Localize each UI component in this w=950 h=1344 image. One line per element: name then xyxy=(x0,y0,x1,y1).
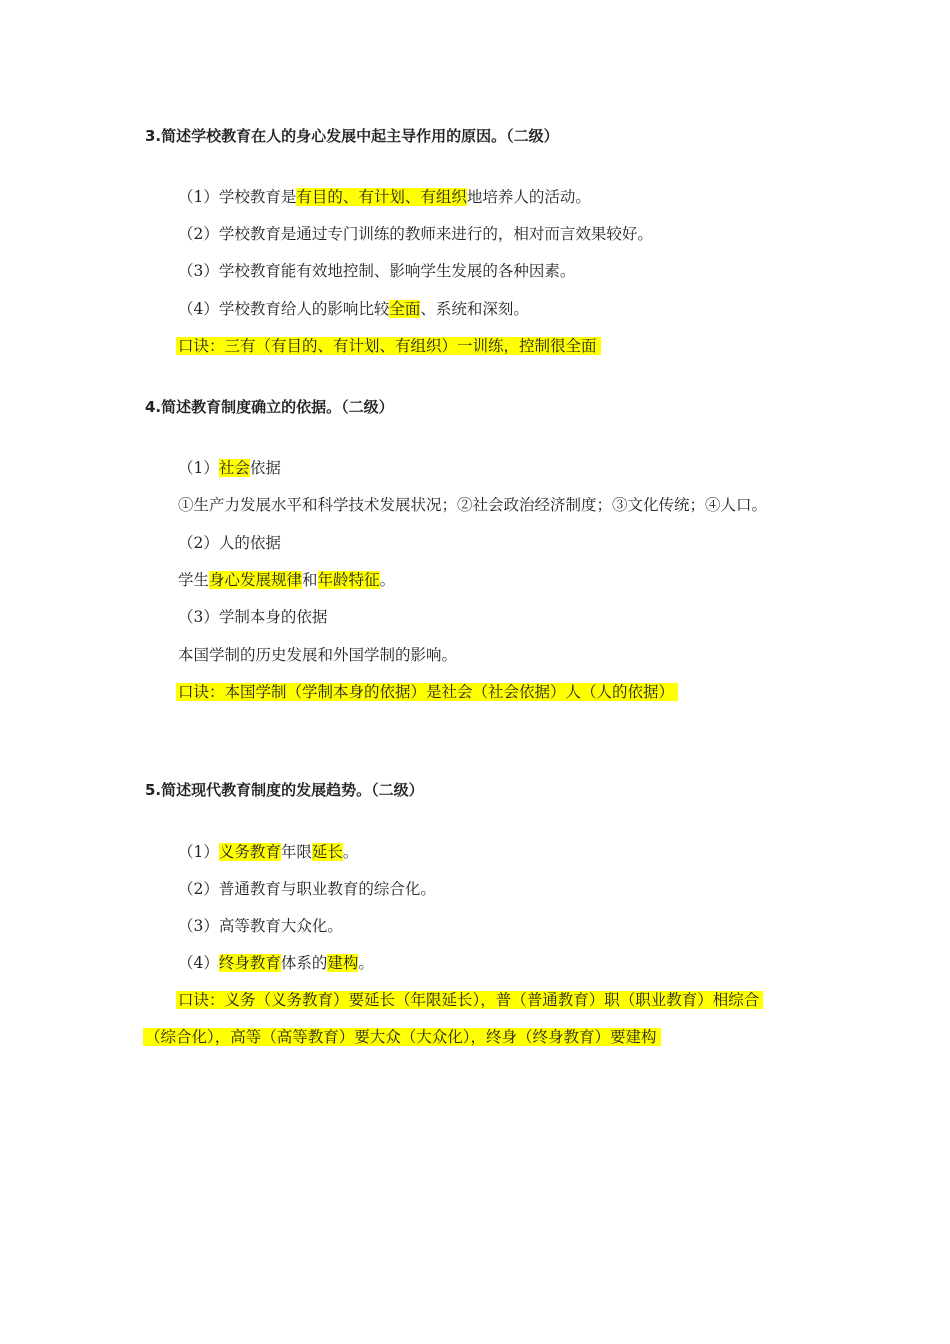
q4-highlight-age: 年龄特征 xyxy=(317,571,380,589)
q5-point-3: （3）高等教育大众化。 xyxy=(178,917,343,935)
q4-point-2-detail: 学生身心发展规律和年龄特征。 xyxy=(178,571,396,589)
q5-mnemonic-line-2: （综合化），高等（高等教育）要大众（大众化），终身（终身教育）要建构 xyxy=(143,1025,661,1049)
q4-point-1-highlight: 社会 xyxy=(218,459,250,477)
q3-point-4: （4）学校教育给人的影响比较全面、系统和深刻。 xyxy=(178,300,529,318)
q5-point-1: （1）义务教育年限延长。 xyxy=(178,843,359,861)
q5-mnemonic-line-1: 口诀：义务（义务教育）要延长（年限延长），普（普通教育）职（职业教育）相综合 xyxy=(176,988,763,1012)
q4-point-3-detail: 本国学制的历史发展和外国学制的影响。 xyxy=(178,646,458,664)
q3-point-2: （2）学校教育是通过专门训练的教师来进行的，相对而言效果较好。 xyxy=(178,225,653,243)
question-3-heading: 3.简述学校教育在人的身心发展中起主导作用的原因。（二级） xyxy=(145,127,559,145)
q3-point-1: （1）学校教育是有目的、有计划、有组织地培养人的活动。 xyxy=(178,188,591,206)
q5-point-2: （2）普通教育与职业教育的综合化。 xyxy=(178,880,436,898)
q3-point-1-highlight: 有目的、有计划、有组织 xyxy=(296,188,467,206)
q5-highlight-compulsory: 义务教育 xyxy=(218,843,281,861)
q4-highlight-development: 身心发展规律 xyxy=(209,571,303,589)
q4-point-3: （3）学制本身的依据 xyxy=(178,608,328,626)
q3-point-4-highlight: 全面 xyxy=(389,300,421,318)
q4-mnemonic: 口诀：本国学制（学制本身的依据）是社会（社会依据）人（人的依据） xyxy=(176,680,678,704)
q4-point-1: （1）社会依据 xyxy=(178,459,281,477)
question-5-heading: 5.简述现代教育制度的发展趋势。（二级） xyxy=(145,781,424,799)
q5-highlight-construct: 建构 xyxy=(327,954,359,972)
q5-point-4: （4）终身教育体系的建构。 xyxy=(178,954,374,972)
q3-mnemonic: 口诀：三有（有目的、有计划、有组织）一训练，控制很全面 xyxy=(176,334,601,358)
q4-point-1-detail: ①生产力发展水平和科学技术发展状况；②社会政治经济制度；③文化传统；④人口。 xyxy=(178,496,768,514)
q4-point-2: （2）人的依据 xyxy=(178,534,281,552)
q5-highlight-extend: 延长 xyxy=(311,843,343,861)
question-4-heading: 4.简述教育制度确立的依据。（二级） xyxy=(145,398,394,416)
q3-point-3: （3）学校教育能有效地控制、影响学生发展的各种因素。 xyxy=(178,262,576,280)
q5-highlight-lifelong: 终身教育 xyxy=(218,954,281,972)
